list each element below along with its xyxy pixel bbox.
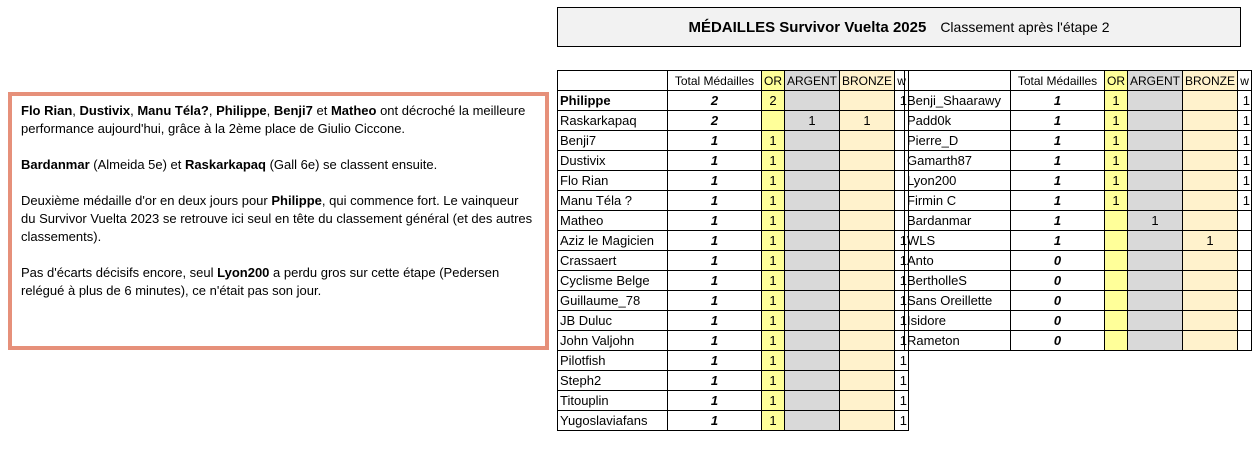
table-row [905, 211, 1252, 231]
player-name: BertholleS [905, 271, 1011, 291]
bronze-count [840, 151, 895, 171]
total-medals: 0 [1011, 331, 1105, 351]
gold-count: 1 [762, 271, 785, 291]
summary-highlight: Bardanmar [21, 157, 90, 172]
player-name: WLS [905, 231, 1011, 251]
w-count: 1 [895, 231, 909, 251]
w-count: 1 [895, 251, 909, 271]
header-argent: ARGENT [785, 71, 840, 91]
bronze-count: 1 [1183, 231, 1238, 251]
table-row [558, 311, 909, 331]
total-medals: 0 [1011, 251, 1105, 271]
player-name: Lyon200 [905, 171, 1011, 191]
summary-highlight: Flo Rian [21, 103, 73, 118]
bronze-count [1183, 291, 1238, 311]
summary-paragraph-1 [21, 102, 536, 138]
w-count: 1 [895, 291, 909, 311]
total-medals: 1 [668, 131, 762, 151]
header-or: OR [1105, 71, 1128, 91]
silver-count [785, 291, 840, 311]
w-count: 1 [895, 411, 909, 431]
table-row [558, 111, 909, 131]
gold-count [1105, 331, 1128, 351]
table-header-row [558, 71, 909, 91]
gold-count: 1 [1105, 171, 1128, 191]
gold-count [1105, 251, 1128, 271]
w-count [1238, 271, 1252, 291]
table-row [905, 151, 1252, 171]
silver-count [785, 231, 840, 251]
w-count: 1 [1238, 191, 1252, 211]
silver-count [1128, 331, 1183, 351]
table-row [558, 151, 909, 171]
silver-count [785, 211, 840, 231]
header-bronze: BRONZE [840, 71, 895, 91]
summary-highlight: Raskarkapaq [185, 157, 266, 172]
silver-count [785, 391, 840, 411]
summary-paragraph-4 [21, 264, 536, 300]
w-count [1238, 291, 1252, 311]
gold-count [1105, 291, 1128, 311]
bronze-count [840, 231, 895, 251]
player-name: Anto [905, 251, 1011, 271]
player-name: Yugoslaviafans [558, 411, 668, 431]
silver-count [1128, 251, 1183, 271]
summary-text: Deuxième médaille d'or en deux jours pour [21, 193, 272, 208]
silver-count: 1 [785, 111, 840, 131]
table-row [905, 291, 1252, 311]
summary-highlight: Philippe [216, 103, 267, 118]
table-row [558, 411, 909, 431]
summary-highlight: Dustivix [79, 103, 131, 118]
bronze-count [1183, 131, 1238, 151]
table-row [558, 351, 909, 371]
w-count: 1 [895, 311, 909, 331]
gold-count: 1 [1105, 151, 1128, 171]
silver-count [1128, 311, 1183, 331]
medals-table-right [904, 70, 1252, 351]
table-row [558, 171, 909, 191]
summary-text: ont décroché la meilleure performance aujourd'hui, grâce à la 2ème place de Giulio Ciccone. [21, 103, 526, 136]
w-count: 1 [895, 351, 909, 371]
total-medals: 2 [668, 91, 762, 111]
table-row [905, 171, 1252, 191]
summary-paragraph-2 [21, 156, 536, 174]
bronze-count [840, 271, 895, 291]
table-row [905, 311, 1252, 331]
bronze-count [840, 191, 895, 211]
w-count: 1 [895, 271, 909, 291]
total-medals: 1 [1011, 211, 1105, 231]
w-count [1238, 251, 1252, 271]
w-count [1238, 311, 1252, 331]
bronze-count [840, 291, 895, 311]
bronze-count [1183, 111, 1238, 131]
table-row [558, 211, 909, 231]
table-row [558, 131, 909, 151]
player-name: Pierre_D [905, 131, 1011, 151]
header-w: w [895, 71, 909, 91]
summary-text: , qui commence fort. Le vainqueur du Survivor Vuelta 2023 se retrouve ici seul en tête du classement général (et des autres classements). [21, 193, 533, 244]
player-name: Rameton [905, 331, 1011, 351]
header-argent: ARGENT [1128, 71, 1183, 91]
gold-count: 1 [762, 211, 785, 231]
silver-count [785, 171, 840, 191]
bronze-count [840, 171, 895, 191]
gold-count: 1 [762, 311, 785, 331]
gold-count: 1 [1105, 111, 1128, 131]
summary-text: (Almeida 5e) et [89, 157, 186, 172]
total-medals: 1 [668, 211, 762, 231]
total-medals: 1 [668, 411, 762, 431]
w-count [1238, 331, 1252, 351]
player-name: Pilotfish [558, 351, 668, 371]
bronze-count: 1 [840, 111, 895, 131]
table-row [905, 111, 1252, 131]
bronze-count [1183, 151, 1238, 171]
bronze-count [840, 331, 895, 351]
gold-count: 1 [1105, 91, 1128, 111]
bronze-count [1183, 171, 1238, 191]
header-or: OR [762, 71, 785, 91]
summary-text: , [72, 103, 80, 118]
total-medals: 2 [668, 111, 762, 131]
silver-count [1128, 271, 1183, 291]
player-name: Sans Oreillette [905, 291, 1011, 311]
player-name: Firmin C [905, 191, 1011, 211]
total-medals: 1 [1011, 131, 1105, 151]
w-count: 1 [895, 371, 909, 391]
bronze-count [1183, 91, 1238, 111]
total-medals: 1 [668, 371, 762, 391]
total-medals: 1 [1011, 91, 1105, 111]
total-medals: 1 [1011, 111, 1105, 131]
player-name: Raskarkapaq [558, 111, 668, 131]
summary-highlight: Matheo [330, 103, 377, 118]
w-count: 1 [895, 391, 909, 411]
gold-count: 1 [762, 331, 785, 351]
player-name: Benji_Shaarawy [905, 91, 1011, 111]
header-bronze: BRONZE [1183, 71, 1238, 91]
total-medals: 1 [668, 271, 762, 291]
silver-count [1128, 131, 1183, 151]
silver-count [1128, 111, 1183, 131]
silver-count [1128, 291, 1183, 311]
bronze-count [840, 351, 895, 371]
table-row [905, 271, 1252, 291]
total-medals: 0 [1011, 291, 1105, 311]
gold-count: 2 [762, 91, 785, 111]
w-count [1238, 231, 1252, 251]
summary-paragraph-3 [21, 192, 536, 246]
w-count: 1 [1238, 171, 1252, 191]
summary-text: (Gall 6e) se classent ensuite. [265, 157, 438, 172]
player-name: Crassaert [558, 251, 668, 271]
table-row [558, 331, 909, 351]
summary-text: a perdu gros sur cette étape (Pedersen relégué à plus de 6 minutes), ce n'était pas son jour. [21, 265, 500, 298]
table-row [905, 131, 1252, 151]
summary-text: , [208, 103, 217, 118]
bronze-count [840, 311, 895, 331]
page-title: MÉDAILLES Survivor Vuelta 2025 [688, 18, 927, 36]
silver-count [785, 411, 840, 431]
total-medals: 0 [1011, 311, 1105, 331]
header-w: w [1238, 71, 1252, 91]
table-row [558, 191, 909, 211]
total-medals: 1 [1011, 231, 1105, 251]
w-count: 1 [1238, 91, 1252, 111]
player-name: Aziz le Magicien [558, 231, 668, 251]
silver-count [785, 91, 840, 111]
table-row [905, 191, 1252, 211]
table-row [905, 251, 1252, 271]
silver-count [785, 371, 840, 391]
silver-count [785, 311, 840, 331]
summary-text: , [266, 103, 274, 118]
bronze-count [840, 251, 895, 271]
silver-count [1128, 151, 1183, 171]
total-medals: 1 [1011, 191, 1105, 211]
silver-count [1128, 191, 1183, 211]
total-medals: 1 [1011, 171, 1105, 191]
player-name: Bardanmar [905, 211, 1011, 231]
gold-count: 1 [762, 251, 785, 271]
gold-count [762, 111, 785, 131]
gold-count: 1 [762, 391, 785, 411]
bronze-count [1183, 311, 1238, 331]
silver-count: 1 [1128, 211, 1183, 231]
header-name [558, 71, 668, 91]
summary-highlight: Philippe [271, 193, 322, 208]
gold-count: 1 [1105, 131, 1128, 151]
table-row [558, 271, 909, 291]
w-count: 1 [1238, 111, 1252, 131]
total-medals: 1 [668, 291, 762, 311]
gold-count: 1 [762, 371, 785, 391]
bronze-count [840, 211, 895, 231]
table-row [905, 331, 1252, 351]
bronze-count [1183, 331, 1238, 351]
summary-highlight: Manu Téla? [137, 103, 209, 118]
player-name: Padd0k [905, 111, 1011, 131]
bronze-count [840, 131, 895, 151]
w-count: 1 [1238, 151, 1252, 171]
header-name [905, 71, 1011, 91]
w-count: 1 [895, 91, 909, 111]
silver-count [1128, 171, 1183, 191]
player-name: Flo Rian [558, 171, 668, 191]
gold-count: 1 [762, 131, 785, 151]
page-subtitle: Classement après l'étape 2 [940, 19, 1110, 35]
bronze-count [840, 411, 895, 431]
total-medals: 1 [668, 351, 762, 371]
gold-count: 1 [762, 291, 785, 311]
gold-count: 1 [1105, 191, 1128, 211]
table-row [558, 251, 909, 271]
header-total: Total Médailles [1011, 71, 1105, 91]
table-row [558, 231, 909, 251]
bronze-count [840, 391, 895, 411]
table-row [558, 91, 909, 111]
player-name: Manu Téla ? [558, 191, 668, 211]
gold-count [1105, 211, 1128, 231]
silver-count [785, 351, 840, 371]
bronze-count [840, 371, 895, 391]
silver-count [1128, 91, 1183, 111]
gold-count: 1 [762, 191, 785, 211]
bronze-count [1183, 251, 1238, 271]
header-total: Total Médailles [668, 71, 762, 91]
player-name: Gamarth87 [905, 151, 1011, 171]
gold-count: 1 [762, 151, 785, 171]
player-name: Cyclisme Belge [558, 271, 668, 291]
silver-count [785, 331, 840, 351]
title-banner [557, 7, 1241, 47]
summary-box [8, 92, 549, 350]
silver-count [785, 131, 840, 151]
player-name: Matheo [558, 211, 668, 231]
silver-count [785, 271, 840, 291]
player-name: Philippe [558, 91, 668, 111]
silver-count [1128, 231, 1183, 251]
player-name: Dustivix [558, 151, 668, 171]
gold-count [1105, 311, 1128, 331]
total-medals: 1 [668, 251, 762, 271]
gold-count: 1 [762, 231, 785, 251]
gold-count [1105, 271, 1128, 291]
bronze-count [1183, 191, 1238, 211]
summary-highlight: Benji7 [273, 103, 313, 118]
summary-text: et [312, 103, 331, 118]
w-count: 1 [1238, 131, 1252, 151]
gold-count: 1 [762, 171, 785, 191]
w-count: 1 [895, 331, 909, 351]
player-name: Steph2 [558, 371, 668, 391]
silver-count [785, 191, 840, 211]
table-row [558, 391, 909, 411]
medals-table-left [557, 70, 909, 431]
player-name: Titouplin [558, 391, 668, 411]
summary-text: , [130, 103, 138, 118]
gold-count: 1 [762, 351, 785, 371]
table-row [558, 371, 909, 391]
player-name: JB Duluc [558, 311, 668, 331]
total-medals: 0 [1011, 271, 1105, 291]
total-medals: 1 [668, 191, 762, 211]
total-medals: 1 [668, 391, 762, 411]
table-row [558, 291, 909, 311]
total-medals: 1 [668, 171, 762, 191]
summary-highlight: Lyon200 [217, 265, 270, 280]
bronze-count [840, 91, 895, 111]
total-medals: 1 [668, 311, 762, 331]
total-medals: 1 [668, 151, 762, 171]
total-medals: 1 [668, 231, 762, 251]
silver-count [785, 151, 840, 171]
bronze-count [1183, 271, 1238, 291]
player-name: Benji7 [558, 131, 668, 151]
summary-text: Pas d'écarts décisifs encore, seul [21, 265, 218, 280]
table-row [905, 91, 1252, 111]
gold-count [1105, 231, 1128, 251]
bronze-count [1183, 211, 1238, 231]
w-count [1238, 211, 1252, 231]
silver-count [785, 251, 840, 271]
table-header-row [905, 71, 1252, 91]
player-name: John Valjohn [558, 331, 668, 351]
total-medals: 1 [1011, 151, 1105, 171]
table-row [905, 231, 1252, 251]
total-medals: 1 [668, 331, 762, 351]
player-name: Isidore [905, 311, 1011, 331]
player-name: Guillaume_78 [558, 291, 668, 311]
gold-count: 1 [762, 411, 785, 431]
